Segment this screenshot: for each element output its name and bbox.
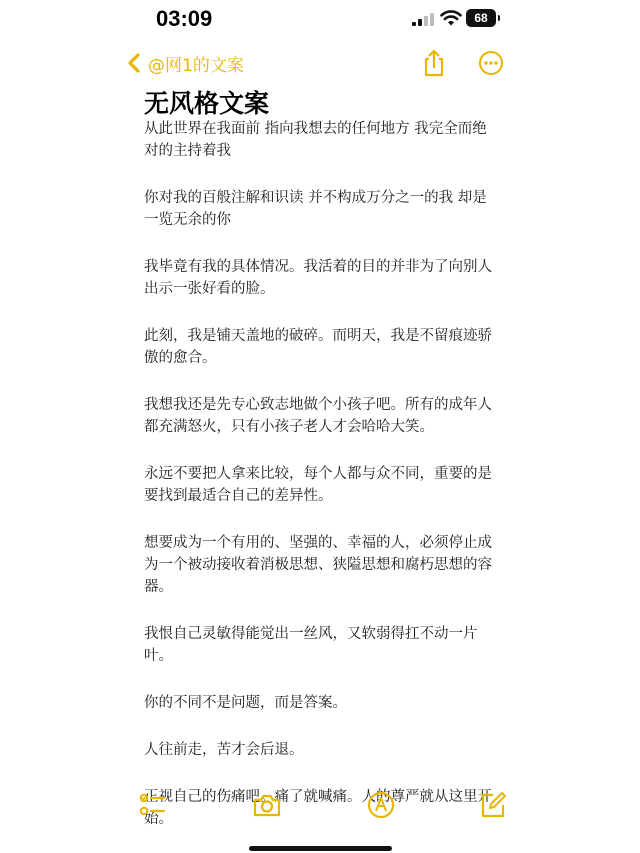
note-paragraph: 我恨自己灵敏得能觉出一丝风，又软弱得扛不动一片叶。 <box>144 626 478 664</box>
battery-level: 68 <box>474 11 488 25</box>
note-paragraph: 你对我的百般注解和识读 并不构成万分之一的我 却是一览无余的你 <box>144 190 487 228</box>
note-paragraph: 此刻，我是铺天盖地的破碎。而明天，我是不留痕迹骄傲的愈合。 <box>144 328 492 366</box>
home-indicator[interactable] <box>249 846 392 851</box>
note-paragraph: 我想我还是先专心致志地做个小孩子吧。所有的成年人都充满怒火，只有小孩子老人才会哈哈大笑。 <box>144 397 492 435</box>
nav-bar <box>0 44 640 80</box>
share-icon[interactable] <box>421 48 447 78</box>
note-paragraph: 永远不要把人拿来比较，每个人都与众不同，重要的是要找到最适合自己的差异性。 <box>144 466 492 504</box>
checklist-icon[interactable] <box>138 790 168 820</box>
wifi-icon <box>440 9 462 27</box>
compose-icon[interactable] <box>478 790 508 820</box>
chevron-left-icon[interactable] <box>126 52 142 74</box>
note-body[interactable] <box>144 118 500 853</box>
status-time: 03:09 <box>156 6 213 31</box>
markup-pen-icon[interactable] <box>366 790 396 820</box>
camera-icon[interactable] <box>252 790 282 820</box>
back-button-label[interactable]: @网1的文案 <box>148 56 244 76</box>
note-title[interactable]: 无风格文案 <box>144 89 270 118</box>
note-paragraph: 人往前走，苦才会后退。 <box>144 742 304 758</box>
note-paragraph: 想要成为一个有用的、坚强的、幸福的人，必须停止成为一个被动接收着消极思想、狭隘思想和腐朽思想的容器。 <box>144 535 492 595</box>
cellular-signal-icon <box>412 12 436 26</box>
note-paragraph: 我毕竟有我的具体情况。我活着的目的并非为了向别人出示一张好看的脸。 <box>144 259 492 297</box>
battery-icon <box>466 9 496 27</box>
note-paragraph: 从此世界在我面前 指向我想去的任何地方 我完全而绝对的主持着我 <box>144 121 487 159</box>
note-paragraph: 正视自己的伤痛吧。痛了就喊痛。人的尊严就从这里开始。 <box>144 789 492 827</box>
note-paragraph: 你的不同不是问题，而是答案。 <box>144 695 347 711</box>
more-options-icon[interactable] <box>478 50 504 76</box>
bottom-toolbar <box>0 786 640 826</box>
status-bar <box>0 0 640 40</box>
